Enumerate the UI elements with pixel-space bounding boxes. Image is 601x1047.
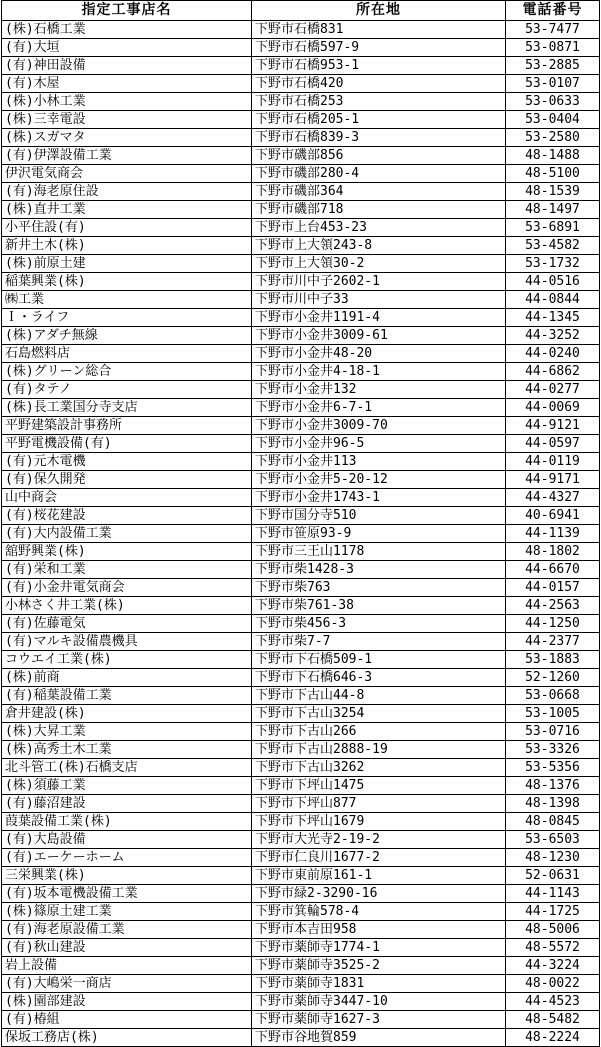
address-cell: 下野市石橋420 [252, 75, 506, 93]
address-cell: 下野市三王山1178 [252, 543, 506, 561]
contractor-name-cell: 倉井建設(株) [2, 705, 252, 723]
table-row [2, 471, 600, 489]
phone-number-cell: 44-0844 [506, 291, 600, 309]
phone-number-cell: 53-7477 [506, 21, 600, 39]
table-row [2, 1029, 600, 1047]
phone-number-cell: 53-0633 [506, 93, 600, 111]
contractor-name-cell: (有)栄和工業 [2, 561, 252, 579]
table-row [2, 417, 600, 435]
address-cell: 下野市下石橋646-3 [252, 669, 506, 687]
phone-number-cell: 53-3326 [506, 741, 600, 759]
table-row [2, 309, 600, 327]
phone-number-cell: 44-1725 [506, 903, 600, 921]
phone-number-cell: 48-5100 [506, 165, 600, 183]
address-cell: 下野市石橋831 [252, 21, 506, 39]
phone-number-cell: 53-2580 [506, 129, 600, 147]
contractor-name-cell: ㈱工業 [2, 291, 252, 309]
table-row [2, 489, 600, 507]
phone-number-cell: 44-0240 [506, 345, 600, 363]
address-cell: 下野市小金井1743-1 [252, 489, 506, 507]
contractor-name-cell: (有)海老原設備工業 [2, 921, 252, 939]
address-cell: 下野市薬師寺3447-10 [252, 993, 506, 1011]
phone-number-cell: 44-9121 [506, 417, 600, 435]
table-row [2, 129, 600, 147]
contractor-name-cell: (株)スガマタ [2, 129, 252, 147]
contractor-name-cell: Ｉ・ライフ [2, 309, 252, 327]
phone-number-cell: 53-0871 [506, 39, 600, 57]
phone-number-cell: 44-4523 [506, 993, 600, 1011]
address-cell: 下野市柴763 [252, 579, 506, 597]
table-row [2, 147, 600, 165]
address-cell: 下野市磯部280-4 [252, 165, 506, 183]
phone-number-cell: 44-3224 [506, 957, 600, 975]
contractor-name-cell: 舘野興業(株) [2, 543, 252, 561]
address-cell: 下野市本吉田958 [252, 921, 506, 939]
table-row [2, 777, 600, 795]
header-address: 所在地 [252, 1, 506, 21]
table-row [2, 957, 600, 975]
table-row [2, 507, 600, 525]
contractor-name-cell: コウエイ工業(株) [2, 651, 252, 669]
contractor-name-cell: 三栄興業(株) [2, 867, 252, 885]
contractor-name-cell: (有)保久開発 [2, 471, 252, 489]
contractor-name-cell: (有)小金井電気商会 [2, 579, 252, 597]
phone-number-cell: 48-1398 [506, 795, 600, 813]
table-row [2, 885, 600, 903]
address-cell: 下野市下古山44-8 [252, 687, 506, 705]
address-cell: 下野市上大領243-8 [252, 237, 506, 255]
phone-number-cell: 53-1005 [506, 705, 600, 723]
contractor-name-cell: (株)小林工業 [2, 93, 252, 111]
phone-number-cell: 53-1883 [506, 651, 600, 669]
phone-number-cell: 44-0597 [506, 435, 600, 453]
phone-number-cell: 44-4327 [506, 489, 600, 507]
phone-number-cell: 44-2377 [506, 633, 600, 651]
contractor-name-cell: (有)桜花建設 [2, 507, 252, 525]
table-row [2, 579, 600, 597]
address-cell: 下野市下古山266 [252, 723, 506, 741]
contractor-name-cell: (株)篠原土建工業 [2, 903, 252, 921]
phone-number-cell: 44-2563 [506, 597, 600, 615]
address-cell: 下野市薬師寺1627-3 [252, 1011, 506, 1029]
phone-number-cell: 53-1732 [506, 255, 600, 273]
contractor-name-cell: (株)高秀土木工業 [2, 741, 252, 759]
table-row [2, 561, 600, 579]
address-cell: 下野市小金井5-20-12 [252, 471, 506, 489]
contractor-name-cell: (有)大嶋栄一商店 [2, 975, 252, 993]
table-row [2, 75, 600, 93]
contractor-name-cell: (株)直井工業 [2, 201, 252, 219]
table-row [2, 201, 600, 219]
address-cell: 下野市磯部856 [252, 147, 506, 165]
address-cell: 下野市緑2-3290-16 [252, 885, 506, 903]
contractor-name-cell: 小平住設(有) [2, 219, 252, 237]
contractor-name-cell: (有)伊澤設備工業 [2, 147, 252, 165]
contractor-name-cell: (株)長工業国分寺支店 [2, 399, 252, 417]
phone-number-cell: 44-1143 [506, 885, 600, 903]
contractor-name-cell: (有)大垣 [2, 39, 252, 57]
table-row [2, 183, 600, 201]
phone-number-cell: 44-0119 [506, 453, 600, 471]
phone-number-cell: 53-0107 [506, 75, 600, 93]
table-row [2, 363, 600, 381]
contractor-name-cell: (有)海老原住設 [2, 183, 252, 201]
address-cell: 下野市下古山3254 [252, 705, 506, 723]
contractor-name-cell: (株)大昇工業 [2, 723, 252, 741]
address-cell: 下野市小金井3009-70 [252, 417, 506, 435]
address-cell: 下野市磯部364 [252, 183, 506, 201]
table-row [2, 543, 600, 561]
phone-number-cell: 48-1539 [506, 183, 600, 201]
table-row [2, 525, 600, 543]
contractor-name-cell: 岩上設備 [2, 957, 252, 975]
contractor-name-cell: 平野電機設備(有) [2, 435, 252, 453]
table-row [2, 93, 600, 111]
phone-number-cell: 48-0845 [506, 813, 600, 831]
table-row [2, 39, 600, 57]
phone-number-cell: 44-1139 [506, 525, 600, 543]
phone-number-cell: 53-0668 [506, 687, 600, 705]
phone-number-cell: 48-0022 [506, 975, 600, 993]
table-row [2, 291, 600, 309]
table-row [2, 795, 600, 813]
contractor-name-cell: 新井土木(株) [2, 237, 252, 255]
address-cell: 下野市小金井113 [252, 453, 506, 471]
phone-number-cell: 53-0404 [506, 111, 600, 129]
phone-number-cell: 48-5006 [506, 921, 600, 939]
table-row [2, 219, 600, 237]
contractor-name-cell: (株)前商 [2, 669, 252, 687]
table-body [2, 21, 600, 1047]
phone-number-cell: 52-0631 [506, 867, 600, 885]
contractor-name-cell: (株)石橋工業 [2, 21, 252, 39]
table-row [2, 21, 600, 39]
table-row [2, 453, 600, 471]
contractor-name-cell: (有)神田設備 [2, 57, 252, 75]
phone-number-cell: 44-1345 [506, 309, 600, 327]
contractor-table [1, 0, 600, 1047]
address-cell: 下野市下古山2888-19 [252, 741, 506, 759]
table-row [2, 273, 600, 291]
contractor-name-cell: (有)マルキ設備農機具 [2, 633, 252, 651]
address-cell: 下野市小金井96-5 [252, 435, 506, 453]
address-cell: 下野市柴1428-3 [252, 561, 506, 579]
table-row [2, 255, 600, 273]
phone-number-cell: 53-0716 [506, 723, 600, 741]
phone-number-cell: 40-6941 [506, 507, 600, 525]
table-row [2, 669, 600, 687]
contractor-name-cell: (株)須藤工業 [2, 777, 252, 795]
address-cell: 下野市小金井132 [252, 381, 506, 399]
phone-number-cell: 48-1230 [506, 849, 600, 867]
phone-number-cell: 44-9171 [506, 471, 600, 489]
phone-number-cell: 44-0157 [506, 579, 600, 597]
address-cell: 下野市下石橋509-1 [252, 651, 506, 669]
table-row [2, 381, 600, 399]
table-row [2, 903, 600, 921]
table-row [2, 327, 600, 345]
table-header-row [2, 1, 600, 21]
address-cell: 下野市川中子33 [252, 291, 506, 309]
table-row [2, 705, 600, 723]
contractor-name-cell: 葭葉設備工業(株) [2, 813, 252, 831]
contractor-name-cell: (株)三幸電設 [2, 111, 252, 129]
phone-number-cell: 48-2224 [506, 1029, 600, 1047]
phone-number-cell: 48-5482 [506, 1011, 600, 1029]
address-cell: 下野市石橋597-9 [252, 39, 506, 57]
address-cell: 下野市谷地賀859 [252, 1029, 506, 1047]
address-cell: 下野市石橋253 [252, 93, 506, 111]
table-row [2, 813, 600, 831]
address-cell: 下野市薬師寺3525-2 [252, 957, 506, 975]
address-cell: 下野市箕輪578-4 [252, 903, 506, 921]
table-row [2, 435, 600, 453]
address-cell: 下野市柴7-7 [252, 633, 506, 651]
phone-number-cell: 44-0516 [506, 273, 600, 291]
table-row [2, 597, 600, 615]
contractor-name-cell: 山中商会 [2, 489, 252, 507]
table-row [2, 849, 600, 867]
address-cell: 下野市笹原93-9 [252, 525, 506, 543]
contractor-name-cell: 石島燃料店 [2, 345, 252, 363]
address-cell: 下野市東前原161-1 [252, 867, 506, 885]
table-row [2, 921, 600, 939]
phone-number-cell: 44-0069 [506, 399, 600, 417]
contractor-name-cell: (株)園部建設 [2, 993, 252, 1011]
table-row [2, 57, 600, 75]
table-row [2, 687, 600, 705]
address-cell: 下野市磯部718 [252, 201, 506, 219]
contractor-name-cell: (有)佐藤電気 [2, 615, 252, 633]
table-row [2, 741, 600, 759]
address-cell: 下野市上台453-23 [252, 219, 506, 237]
contractor-name-cell: (株)前原土建 [2, 255, 252, 273]
header-phone-number: 電話番号 [506, 1, 600, 21]
contractor-name-cell: (株)アダチ無線 [2, 327, 252, 345]
contractor-name-cell: 保坂工務店(株) [2, 1029, 252, 1047]
phone-number-cell: 53-2885 [506, 57, 600, 75]
contractor-name-cell: 伊沢電気商会 [2, 165, 252, 183]
header-contractor-name: 指定工事店名 [2, 1, 252, 21]
phone-number-cell: 53-6891 [506, 219, 600, 237]
address-cell: 下野市下坪山1679 [252, 813, 506, 831]
contractor-name-cell: (有)元木電機 [2, 453, 252, 471]
table-row [2, 615, 600, 633]
contractor-name-cell: (有)秋山建設 [2, 939, 252, 957]
address-cell: 下野市上大領30-2 [252, 255, 506, 273]
phone-number-cell: 44-6670 [506, 561, 600, 579]
address-cell: 下野市仁良川1677-2 [252, 849, 506, 867]
table-row [2, 759, 600, 777]
address-cell: 下野市石橋953-1 [252, 57, 506, 75]
table-row [2, 867, 600, 885]
address-cell: 下野市小金井3009-61 [252, 327, 506, 345]
contractor-name-cell: (有)坂本電機設備工業 [2, 885, 252, 903]
table-row [2, 831, 600, 849]
address-cell: 下野市小金井1191-4 [252, 309, 506, 327]
address-cell: 下野市小金井6-7-1 [252, 399, 506, 417]
contractor-name-cell: (株)グリーン総合 [2, 363, 252, 381]
address-cell: 下野市柴456-3 [252, 615, 506, 633]
phone-number-cell: 48-1488 [506, 147, 600, 165]
phone-number-cell: 44-1250 [506, 615, 600, 633]
contractor-name-cell: (有)藤沼建設 [2, 795, 252, 813]
contractor-name-cell: (有)木屋 [2, 75, 252, 93]
table-row [2, 651, 600, 669]
phone-number-cell: 44-3252 [506, 327, 600, 345]
table-row [2, 399, 600, 417]
address-cell: 下野市下坪山1475 [252, 777, 506, 795]
table-row [2, 237, 600, 255]
table-row [2, 939, 600, 957]
address-cell: 下野市下坪山877 [252, 795, 506, 813]
contractor-name-cell: (有)大内設備工業 [2, 525, 252, 543]
address-cell: 下野市柴761-38 [252, 597, 506, 615]
phone-number-cell: 53-6503 [506, 831, 600, 849]
phone-number-cell: 53-5356 [506, 759, 600, 777]
table-row [2, 111, 600, 129]
address-cell: 下野市薬師寺1831 [252, 975, 506, 993]
phone-number-cell: 48-1497 [506, 201, 600, 219]
address-cell: 下野市川中子2602-1 [252, 273, 506, 291]
address-cell: 下野市石橋839-3 [252, 129, 506, 147]
table-row [2, 993, 600, 1011]
table-row [2, 723, 600, 741]
phone-number-cell: 48-5572 [506, 939, 600, 957]
address-cell: 下野市国分寺510 [252, 507, 506, 525]
contractor-name-cell: 北斗管工(株)石橋支店 [2, 759, 252, 777]
phone-number-cell: 48-1376 [506, 777, 600, 795]
contractor-name-cell: (有)椿組 [2, 1011, 252, 1029]
phone-number-cell: 44-0277 [506, 381, 600, 399]
table-row [2, 633, 600, 651]
address-cell: 下野市薬師寺1774-1 [252, 939, 506, 957]
contractor-name-cell: (有)エーケーホーム [2, 849, 252, 867]
table-row [2, 975, 600, 993]
phone-number-cell: 52-1260 [506, 669, 600, 687]
address-cell: 下野市大光寺2-19-2 [252, 831, 506, 849]
address-cell: 下野市小金井4-18-1 [252, 363, 506, 381]
contractor-name-cell: (有)タテノ [2, 381, 252, 399]
table-row [2, 165, 600, 183]
contractor-name-cell: (有)稲葉設備工業 [2, 687, 252, 705]
contractor-name-cell: 平野建築設計事務所 [2, 417, 252, 435]
address-cell: 下野市下古山3262 [252, 759, 506, 777]
address-cell: 下野市小金井48-20 [252, 345, 506, 363]
table-row [2, 1011, 600, 1029]
contractor-name-cell: 小林さく井工業(株) [2, 597, 252, 615]
table-row [2, 345, 600, 363]
phone-number-cell: 53-4582 [506, 237, 600, 255]
phone-number-cell: 44-6862 [506, 363, 600, 381]
address-cell: 下野市石橋205-1 [252, 111, 506, 129]
contractor-name-cell: 稲葉興業(株) [2, 273, 252, 291]
phone-number-cell: 48-1802 [506, 543, 600, 561]
contractor-name-cell: (有)大島設備 [2, 831, 252, 849]
